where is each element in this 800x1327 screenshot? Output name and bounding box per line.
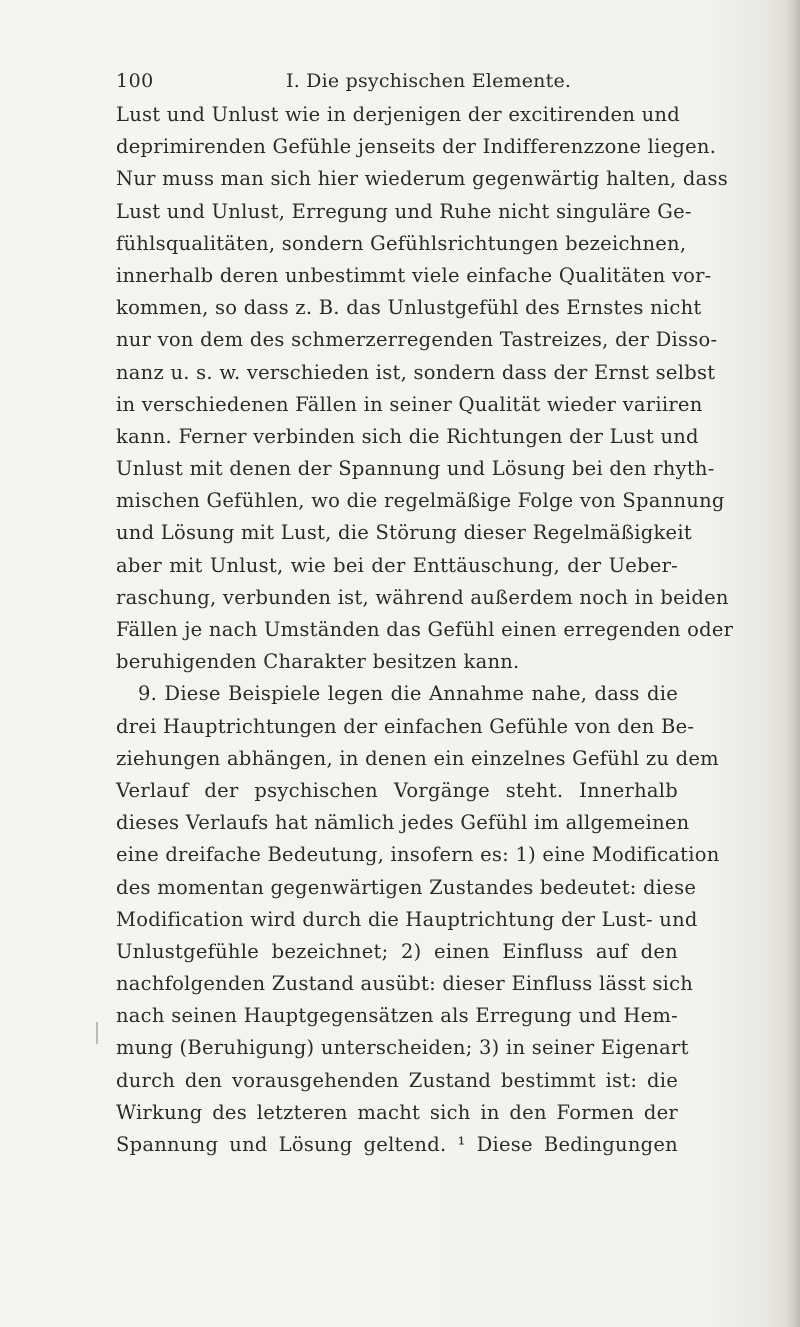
text-line: Unlust mit denen der Spannung und Lösung bei den rhyth-	[116, 457, 715, 481]
text-line: kann. Ferner verbinden sich die Richtungen der Lust und	[116, 424, 699, 448]
text-line: durch den vorausgehenden Zustand bestimmt ist: die	[116, 1068, 678, 1092]
text-line: nur von dem des schmerzerregenden Tastreizes, der Disso-	[116, 328, 718, 352]
text-line: aber mit Unlust, wie bei der Enttäuschung, der Ueber-	[116, 553, 678, 577]
text-line: Nur muss man sich hier wiederum gegenwärtig halten, dass	[116, 167, 728, 191]
text-line: und Lösung mit Lust, die Störung dieser Regelmäßigkeit	[116, 521, 692, 545]
text-line: Unlustgefühle bezeichnet; 2) einen Einfluss auf den	[116, 939, 678, 963]
text-line: dieses Verlaufs hat nämlich jedes Gefühl im allgemeinen	[116, 811, 690, 835]
text-line: Fällen je nach Umständen das Gefühl einen erregenden oder	[116, 618, 734, 641]
text-line: Verlauf der psychischen Vorgänge steht. Innerhalb	[116, 778, 678, 802]
text-line: fühlsqualitäten, sondern Gefühlsrichtungen bezeichnen,	[116, 231, 687, 255]
body-text	[116, 99, 734, 1161]
text-line: drei Hauptrichtungen der einfachen Gefühle von den Be-	[116, 714, 695, 738]
text-line: Lust und Unlust, Erregung und Ruhe nicht singuläre Ge-	[116, 199, 692, 223]
text-line: nach seinen Hauptgegensätzen als Erregung und Hem-	[116, 1004, 678, 1028]
paragraph-start-line: 9. Diese Beispiele legen die Annahme nahe, dass die	[138, 682, 678, 706]
text-line: deprimirenden Gefühle jenseits der Indifferenzzone liegen.	[116, 135, 717, 159]
text-line: mischen Gefühlen, wo die regelmäßige Folge von Spannung	[116, 489, 725, 513]
text-line: Spannung und Lösung geltend. ¹ Diese Bedingungen	[116, 1133, 678, 1156]
text-line: kommen, so dass z. B. das Unlustgefühl des Ernstes nicht	[116, 296, 702, 320]
text-line: beruhigenden Charakter besitzen kann.	[116, 650, 520, 674]
text-line: ziehungen abhängen, in denen ein einzelnes Gefühl zu dem	[116, 746, 719, 770]
text-line: des momentan gegenwärtigen Zustandes bedeutet: diese	[116, 875, 697, 899]
text-line: eine dreifache Bedeutung, insofern es: 1) eine Modification	[116, 843, 720, 867]
text-line: raschung, verbunden ist, während außerdem noch in beiden	[116, 585, 729, 609]
text-line: nanz u. s. w. verschieden ist, sondern dass der Ernst selbst	[116, 360, 716, 384]
margin-mark	[96, 1022, 98, 1044]
page-number: 100	[116, 70, 154, 92]
text-line: Wirkung des letzteren macht sich in den Formen der	[116, 1100, 678, 1124]
running-title: I. Die psychischen Elemente.	[286, 70, 572, 92]
text-line: Lust und Unlust wie in derjenigen der excitirenden und	[116, 103, 680, 126]
text-line: mung (Beruhigung) unterscheiden; 3) in seiner Eigenart	[116, 1036, 689, 1060]
page-edge-shadow	[786, 0, 800, 1327]
text-line: innerhalb deren unbestimmt viele einfache Qualitäten vor-	[116, 263, 712, 287]
text-line: Modification wird durch die Hauptrichtung der Lust- und	[116, 907, 698, 931]
page-header	[116, 70, 676, 100]
text-line: in verschiedenen Fällen in seiner Qualität wieder variiren	[116, 392, 703, 416]
text-line: nachfolgenden Zustand ausübt: dieser Einfluss lässt sich	[116, 972, 694, 996]
